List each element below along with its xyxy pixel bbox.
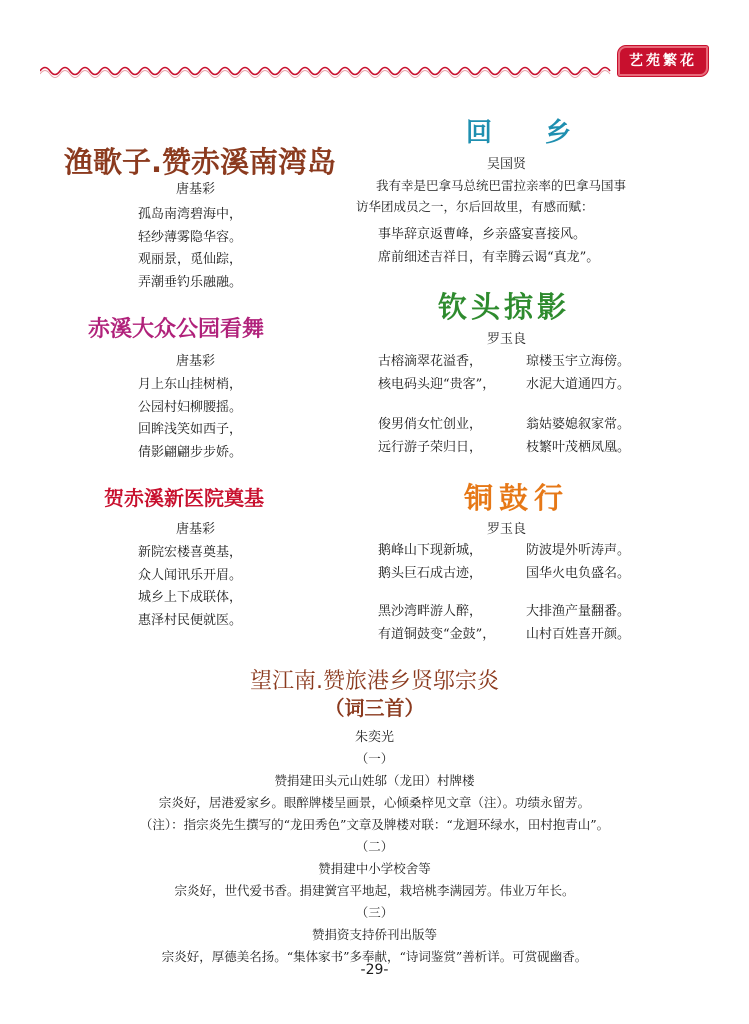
section-number: （二） — [355, 839, 394, 854]
section-text: 宗炎好，厚德美名扬。“集体家书”多奉献，“诗词鉴赏”善析详。可赏砚幽香。 — [161, 949, 588, 964]
poem-author: 罗玉良 — [487, 332, 527, 347]
poem-title-hospital: 贺赤溪新医院奠基 — [104, 486, 264, 510]
section-text: 宗炎好，居港爱家乡。眼醉牌楼呈画景，心倾桑梓见文章（注）。功绩永留芳。 — [158, 795, 591, 810]
poem-author: 吴国贤 — [487, 157, 527, 172]
poem-author: 唐基彩 — [176, 354, 216, 369]
section-heading: 赞捐资支持侨刊出版等 — [311, 927, 437, 942]
poem-title-qintou: 钦头掠影 — [438, 290, 571, 324]
poem-author: 唐基彩 — [176, 522, 216, 537]
poem-title-return-home: 回 乡 — [466, 118, 594, 148]
ci-body — [0, 748, 749, 968]
section-number: （一） — [355, 751, 394, 766]
poem-body: 鹅峰山下现新城， 防波堤外听涛声。 鹅头巨石成古迹， 国华火电负盛名。 黑沙湾畔游人醉， 大排渔产量翻番。 有道铜鼓变“金鼓”， 山村百姓喜开颜。 — [378, 543, 631, 642]
poem-body: 孤岛南湾碧海中， 轻纱薄雾隐华容。 观丽景，觅仙踪， 弄潮垂钓乐融融。 — [138, 207, 243, 290]
section-heading: 赞捐建田头元山姓邬（龙田）村牌楼 — [274, 773, 475, 788]
decorative-divider — [40, 64, 705, 78]
poem-author: 唐基彩 — [176, 182, 216, 197]
section-heading: 赞捐建中小学校舍等 — [318, 861, 431, 876]
poem-title-tonggu: 铜鼓行 — [464, 481, 570, 515]
ci-subtitle: （词三首） — [324, 696, 425, 720]
poem-body: 古榕滴翠花溢香， 琼楼玉宇立海傍。 核电码头迎“贵客”， 水泥大道通四方。 俊男俏女忙创业， 翁姑婆媳叙家常。 远行游子荣归日， 枝繁叶茂栖凤凰。 — [378, 354, 631, 455]
section-note: （注）：指宗炎先生撰写的“龙田秀色”文章及牌楼对联：“龙迴环绿水，田村抱青山”。 — [139, 817, 610, 832]
poem-title-park-dance: 赤溪大众公园看舞 — [88, 316, 265, 342]
poem-intro: 我有幸是巴拿马总统巴雷拉亲率的巴拿马国事 访华团成员之一，尔后回故里，有感而赋： — [356, 178, 627, 214]
poem-body: 月上东山挂树梢， 公园村妇柳腰摇。 回眸浅笑如西子， 倩影翩翩步步娇。 — [138, 377, 243, 460]
poem-body: 新院宏楼喜奠基， 众人闻讯乐开眉。 城乡上下成联体， 惠泽村民便就医。 — [138, 545, 243, 628]
poem-author: 罗玉良 — [487, 522, 527, 537]
section-number: （三） — [355, 905, 394, 920]
poem-title-nanwan: 渔歌子.赞赤溪南湾岛 — [64, 145, 337, 179]
page-number: -29- — [360, 962, 389, 978]
ci-title: 望江南.赞旅港乡贤邬宗炎 — [250, 669, 499, 694]
ci-author: 朱奕光 — [354, 730, 394, 745]
poem-body: 事毕辞京返曹峰，乡亲盛宴喜接风。 席前细述吉祥日，有幸腾云谒“真龙”。 — [378, 227, 600, 265]
section-text: 宗炎好，世代爱书香。捐建黉宫平地起，栽培桃李满园芳。伟业万年长。 — [174, 883, 575, 898]
section-badge: 艺苑繁花 — [618, 46, 708, 76]
